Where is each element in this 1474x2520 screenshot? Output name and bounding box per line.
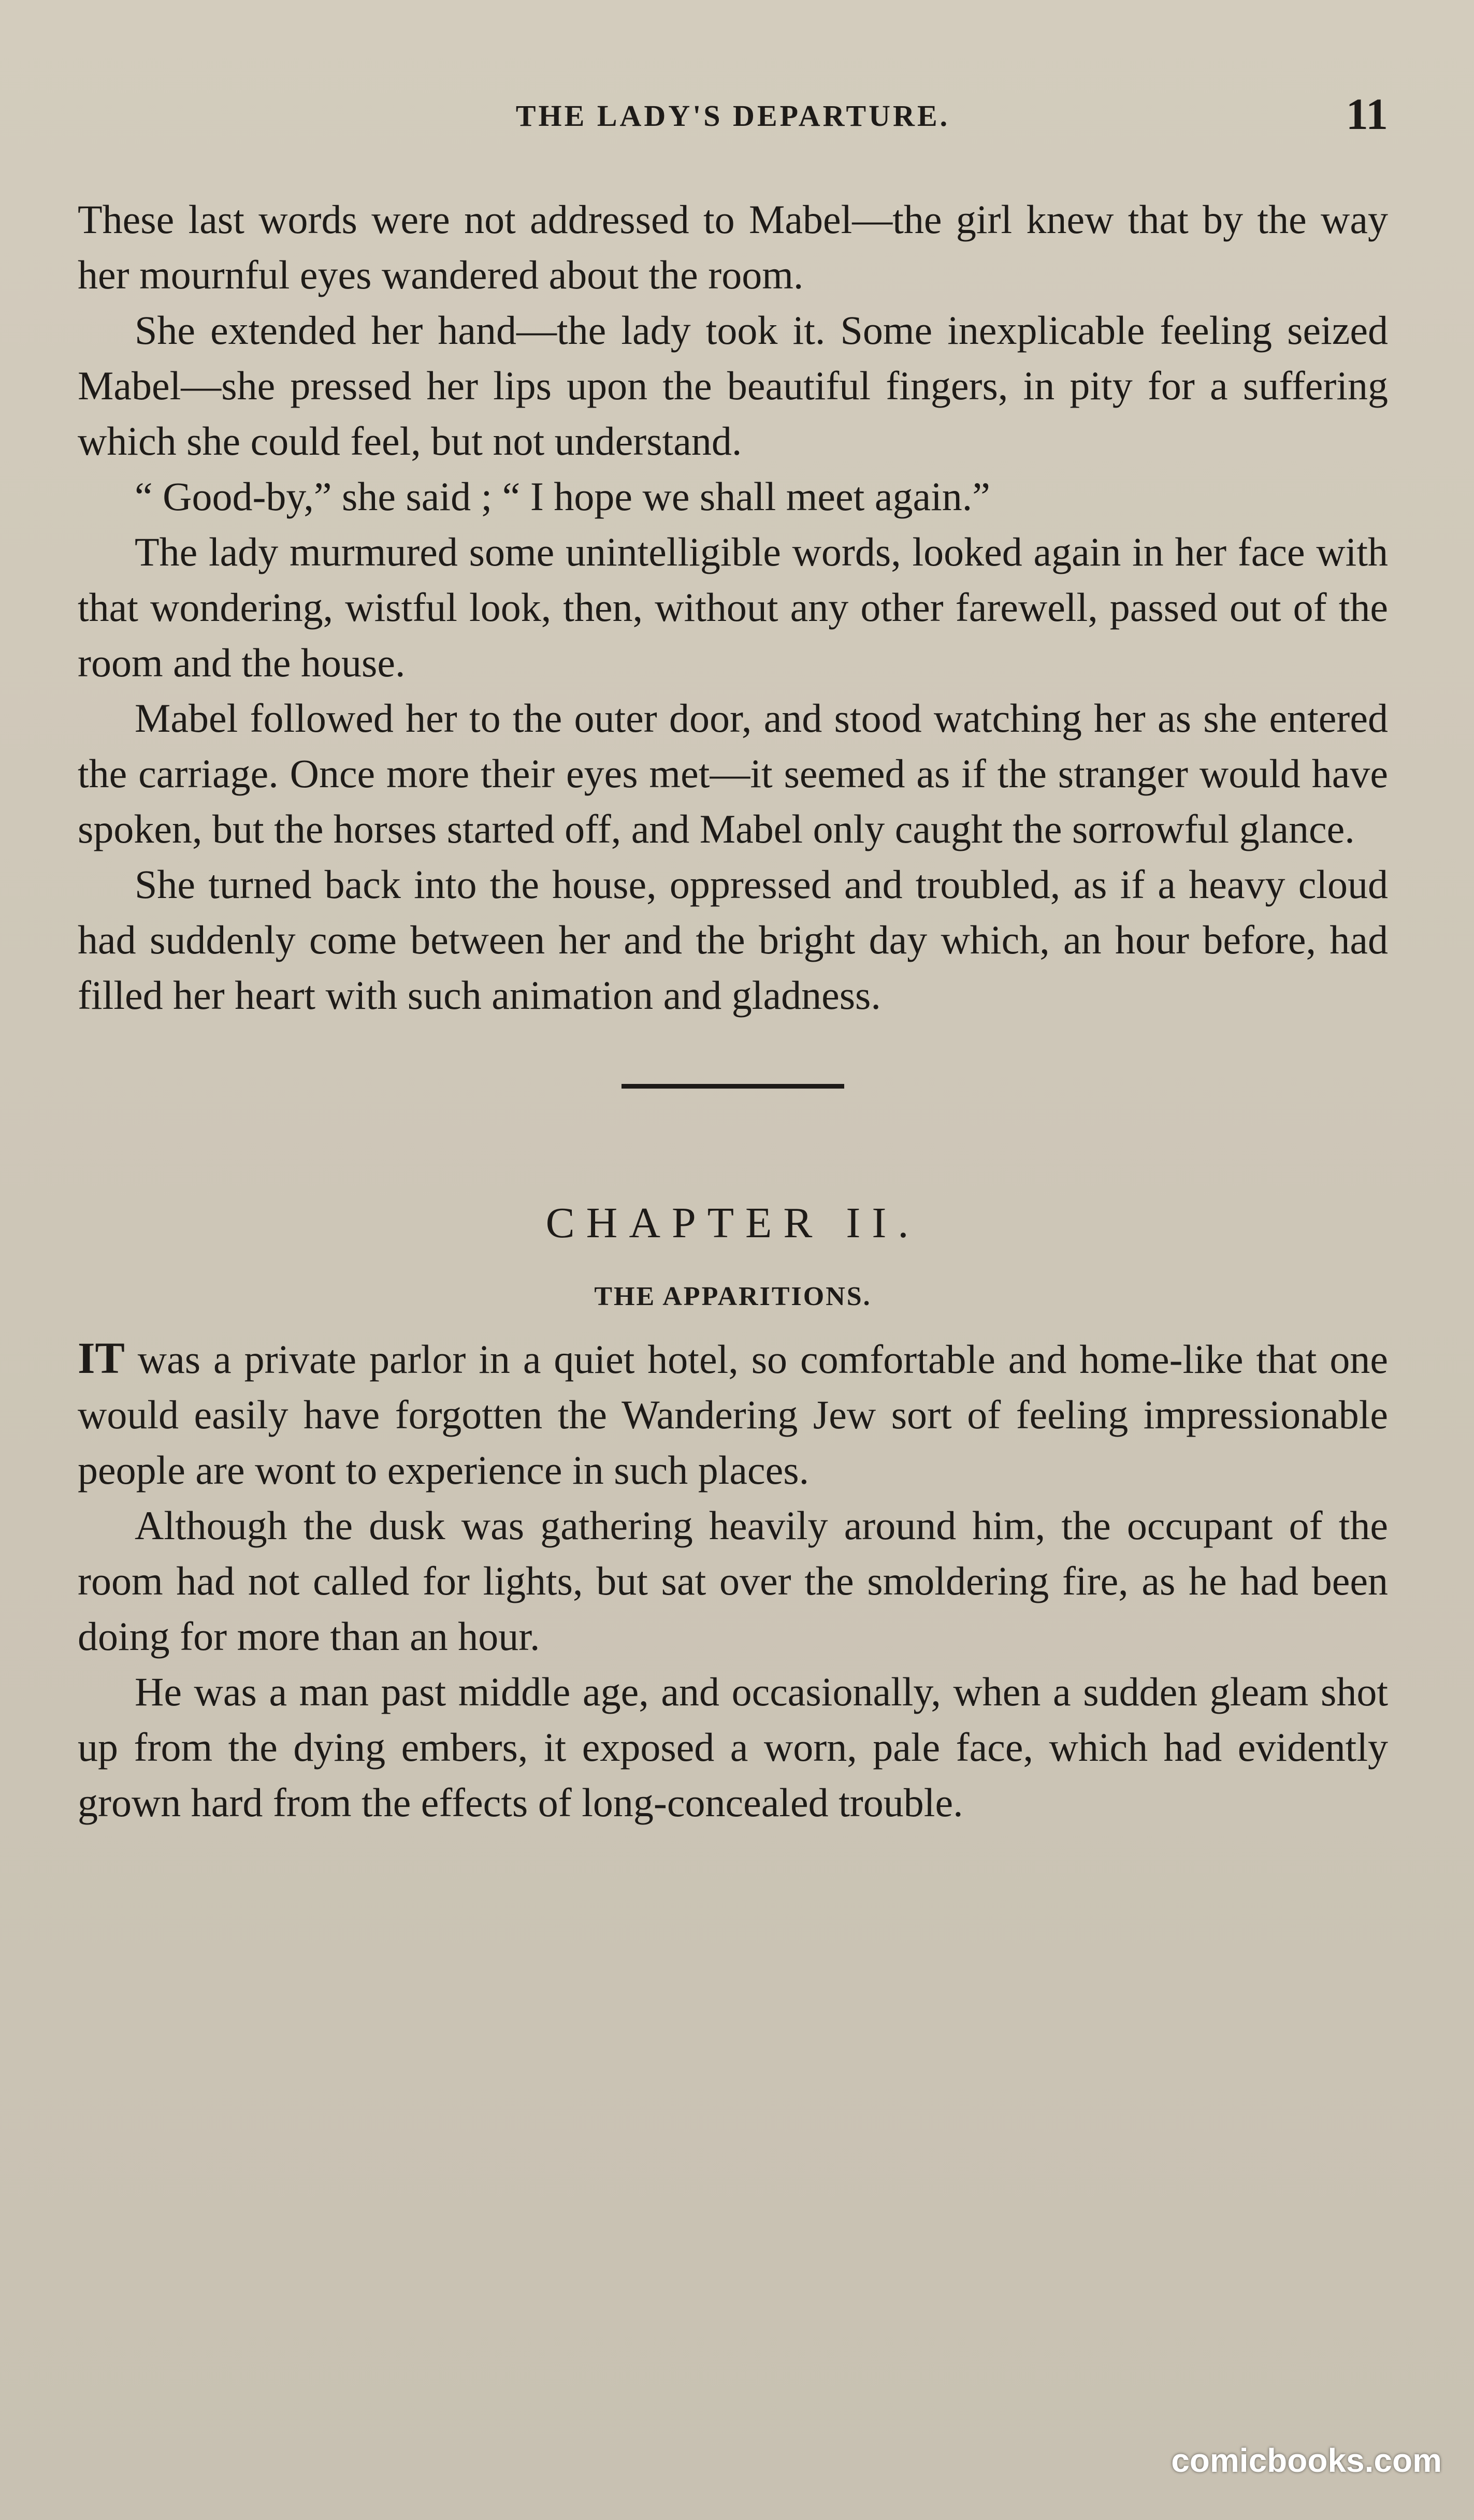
paragraph: “ Good-by,” she said ; “ I hope we shall meet again.” (135, 474, 990, 519)
paragraph: She extended her hand—the lady took it. Some inexplicable feeling seized Mabel—she pressed her lips upon the beautiful fingers, in pity for a suffering which she could feel, but not understand. (78, 308, 1388, 464)
chapter-body (78, 1330, 1388, 1830)
paragraph: He was a man past middle age, and occasionally, when a sudden gleam shot up from the dying embers, it exposed a worn, pale face, which had evidently grown hard from the effects of long-concealed trouble. (78, 1669, 1388, 1825)
page-number: 11 (1346, 89, 1388, 139)
paragraph: The lady murmured some unintelligible words, looked again in her face with that wondering, wistful look, then, without any other farewell, passed out of the room and the house. (78, 529, 1388, 685)
section-divider (622, 1084, 844, 1089)
paragraph: Although the dusk was gathering heavily around him, the occupant of the room had not called for lights, but sat over the smoldering fire, as he had been doing for more than an hour. (78, 1503, 1388, 1659)
page-body (78, 192, 1388, 1830)
chapter-subtitle: THE APPARITIONS. (594, 1282, 872, 1311)
chapter-title: CHAPTER II. (545, 1199, 920, 1247)
paragraph: She turned back into the house, oppressed and troubled, as if a heavy cloud had suddenly come between her and the bright day which, an hour before, had filled her heart with such animation and gladness. (78, 862, 1388, 1018)
chapter-first-paragraph (78, 1330, 1388, 1498)
watermark: comicbooks.com (1171, 2442, 1442, 2479)
paragraph: Mabel followed her to the outer door, and stood watching her as she entered the carriage. Once more their eyes met—it seemed as if the stranger would have spoken, but the horses started off, and Mabel only caught the sorrowful glance. (78, 696, 1388, 851)
first-paragraph-text: was a private parlor in a quiet hotel, so comfortable and home-like that one would easily have forgotten the Wandering Jew sort of feeling impressionable people are wont to experience in such places. (78, 1337, 1388, 1493)
lead-in-cap: IT (78, 1333, 125, 1383)
paragraph: These last words were not addressed to Mabel—the girl knew that by the way her mournful eyes wandered about the room. (78, 197, 1388, 297)
running-head (78, 88, 1388, 145)
running-title: THE LADY'S DEPARTURE. (515, 99, 950, 133)
